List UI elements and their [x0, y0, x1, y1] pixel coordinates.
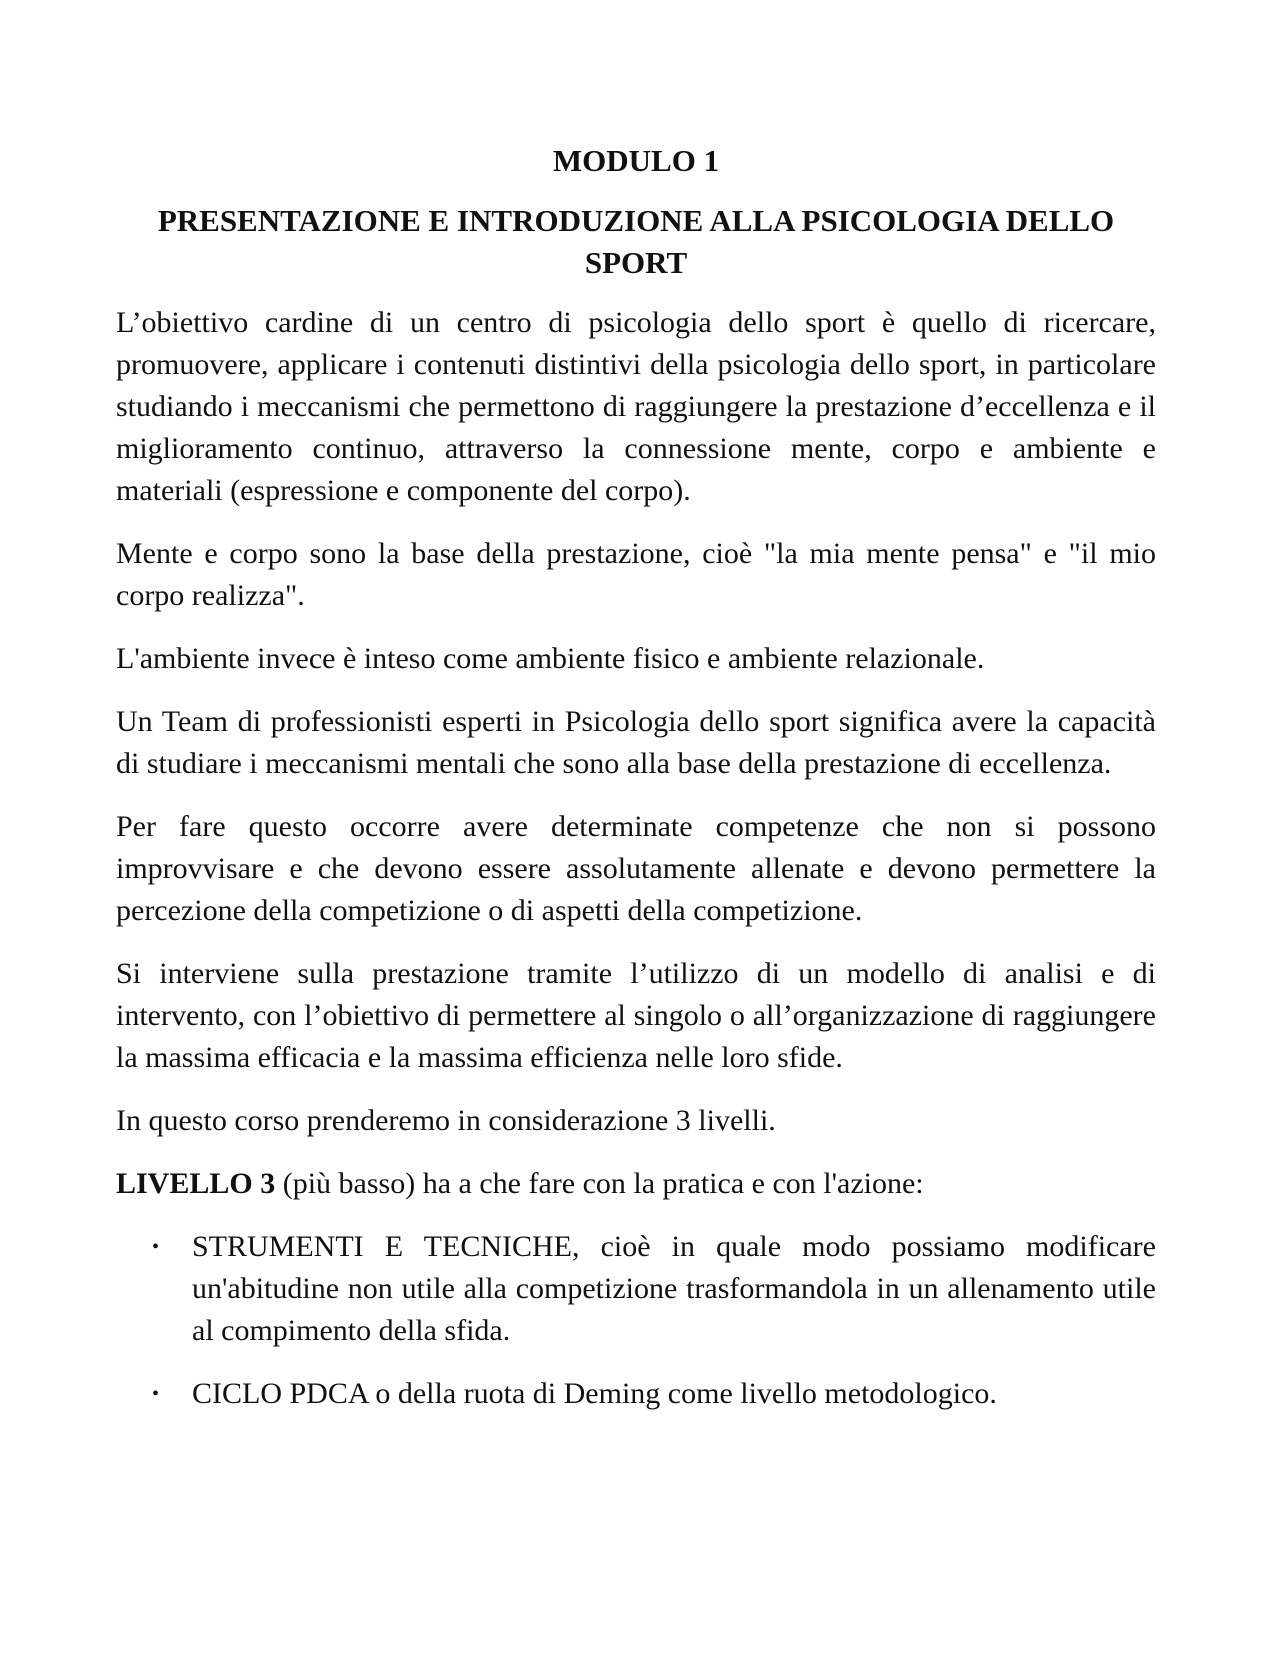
module-subtitle: PRESENTAZIONE E INTRODUZIONE ALLA PSICOLOGIA DELLO SPORT [157, 203, 1115, 280]
paragraph-level-3 [116, 1163, 1156, 1205]
paragraph-mind-body: Mente e corpo sono la base della prestazione, cioè "la mia mente pensa" e "il mio corpo realizza". [116, 537, 1156, 612]
module-title: MODULO 1 [552, 143, 720, 178]
bullet-icon: • [152, 1236, 160, 1258]
list-item-text: CICLO PDCA o della ruota di Deming come livello metodologico. [192, 1377, 997, 1410]
paragraph-environment: L'ambiente invece è inteso come ambiente fisico e ambiente relazionale. [116, 642, 985, 675]
list-item [116, 1226, 1156, 1352]
bullet-icon: • [152, 1383, 160, 1405]
level-3-label: LIVELLO 3 [116, 1167, 276, 1200]
paragraph-levels: In questo corso prenderemo in considerazione 3 livelli. [116, 1104, 776, 1137]
paragraph-team: Un Team di professionisti esperti in Psicologia dello sport significa avere la capacità di studiare i meccanismi mentali che sono alla base della prestazione di eccellenza. [116, 705, 1156, 780]
list-item [116, 1373, 1156, 1415]
level-3-text: (più basso) ha a che fare con la pratica e con l'azione: [275, 1167, 924, 1200]
paragraph-intervention: Si interviene sulla prestazione tramite l’utilizzo di un modello di analisi e di intervento, con l’obiettivo di permettere al singolo o all’organizzazione di raggiungere la massima efficacia e la massima efficienza nelle loro sfide. [116, 957, 1156, 1074]
list-item-text: STRUMENTI E TECNICHE, cioè in quale modo possiamo modificare un'abitudine non utile alla competizione trasformandola in un allenamento utile al compimento della sfida. [192, 1230, 1156, 1347]
paragraph-competences: Per fare questo occorre avere determinate competenze che non si possono improvvisare e che devono essere assolutamente allenate e devono permettere la percezione della competizione o di aspetti della competizione. [116, 810, 1156, 927]
document-page [116, 140, 1156, 1436]
paragraph-objective: L’obiettivo cardine di un centro di psicologia dello sport è quello di ricercare, promuovere, applicare i contenuti distintivi della psicologia dello sport, in particolare studiando i meccanismi che permettono di raggiungere la prestazione d’eccellenza e il miglioramento continuo, attraverso la connessione mente, corpo e ambiente e materiali (espressione e componente del corpo). [116, 306, 1156, 507]
level-3-list [116, 1226, 1156, 1415]
